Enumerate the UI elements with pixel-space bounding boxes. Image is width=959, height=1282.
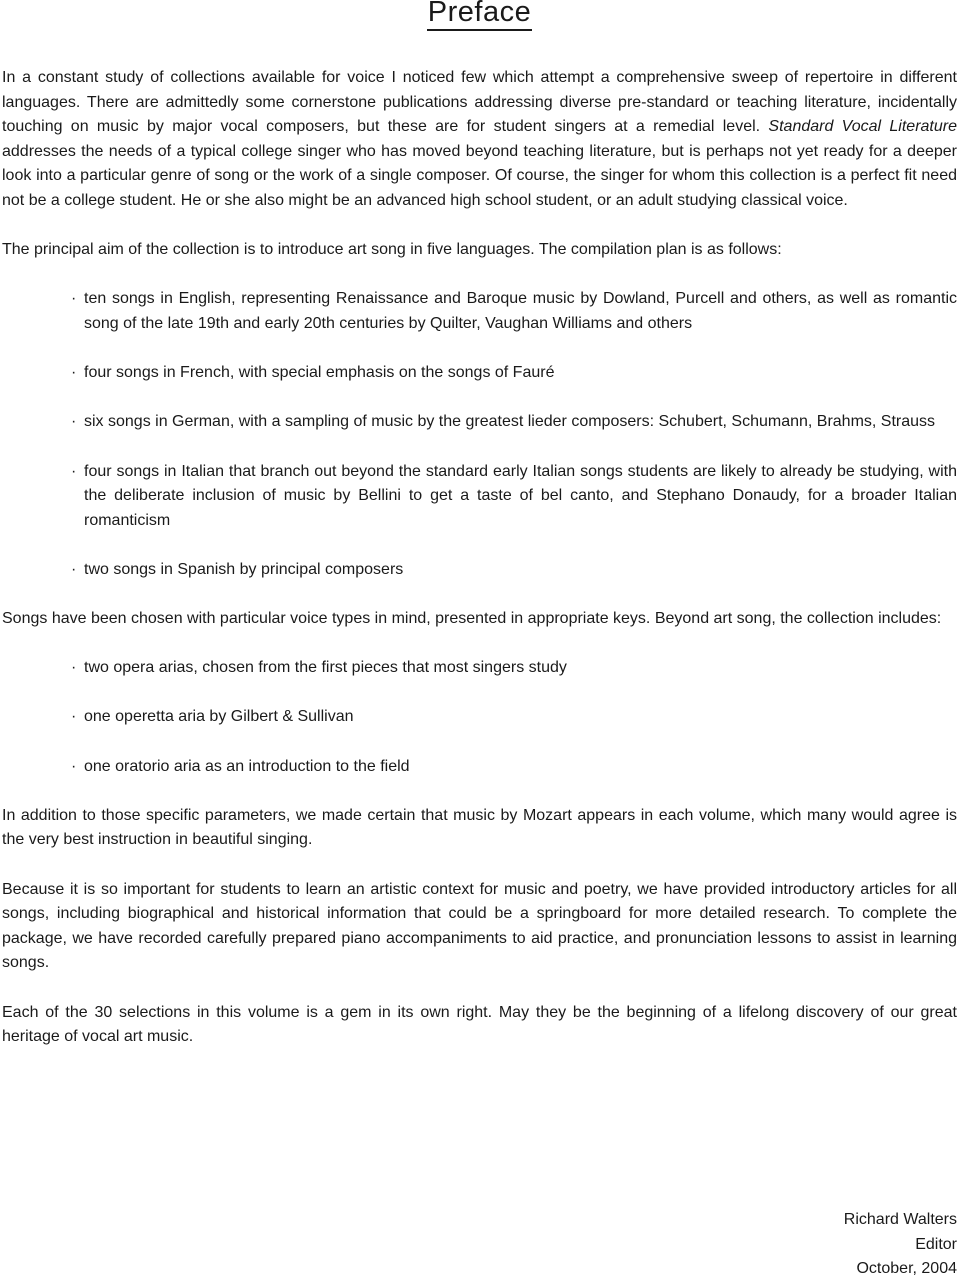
plan-item-spanish xyxy=(71,558,957,583)
bullet-icon: · xyxy=(71,560,77,578)
list-item-text: two opera arias, chosen from the first pieces that most singers study xyxy=(84,659,567,677)
signature-date: October, 2004 xyxy=(856,1260,957,1278)
list-item-text: four songs in French, with special emphasis on the songs of Fauré xyxy=(84,364,555,382)
list-item-text: one operetta aria by Gilbert & Sullivan xyxy=(84,708,354,726)
list-item-text: one oratorio aria as an introduction to the field xyxy=(84,757,410,775)
mozart-paragraph: In addition to those specific parameters, we made certain that music by Mozart appears in each volume, which many would agree is the very best instruction in beautiful singing. xyxy=(2,806,957,849)
plan-item-english xyxy=(71,287,957,336)
context-paragraph: Because it is so important for students to learn an artistic context for music and poetry, we have provided introductory articles for all songs, including biographical and historical information that could be a springboard for more detailed research. To complete the package, we have recorded carefully prepared piano accompaniments to aid practice, and pronunciation lessons to assist in learning songs. xyxy=(2,880,957,972)
preface-body xyxy=(2,66,957,1074)
bullet-icon: · xyxy=(71,708,77,726)
book-title: Standard Vocal Literature xyxy=(768,118,957,136)
editor-name: Richard Walters xyxy=(843,1211,957,1228)
extra-item-opera xyxy=(71,656,957,681)
bullet-icon: · xyxy=(71,413,77,431)
intro-text-start: In a constant study of collections available for voice I noticed few which attempt a comprehensive sweep of repertoire in different languages. There are admittedly some cornerstone publications addressing diverse pre-standard or teaching literature, incidentally touching on music by major vocal composers, but these are for student singers at a remedial level. xyxy=(2,69,957,136)
bullet-icon: · xyxy=(71,757,77,775)
list-item-text: ten songs in English, representing Renaissance and Baroque music by Dowland, Purcell and others, as well as romantic song of the late 19th and early 20th centuries by Quilter, Vaughan Williams and others xyxy=(84,290,957,332)
closing-paragraph: Each of the 30 selections in this volume is a gem in its own right. May they be the beginning of a lifelong discovery of our great heritage of vocal art music. xyxy=(2,1003,957,1046)
list-item-text: two songs in Spanish by principal composers xyxy=(84,560,404,578)
signature-block xyxy=(844,1208,957,1282)
extra-item-oratorio xyxy=(71,755,957,780)
bullet-icon: · xyxy=(71,290,77,308)
intro-text-end: addresses the needs of a typical college singer who has moved beyond teaching literature, but is perhaps not yet ready for a deeper look into a particular genre of song or the work of a single composer. Of course, the singer for whom this collection is a perfect fit need not be a college student. He or she also might be an advanced high school student, or an adult studying classical voice. xyxy=(2,142,957,209)
list-item-text: four songs in Italian that branch out beyond the standard early Italian songs students are likely to already be studying, with the deliberate inclusion of music by Bellini to get a taste of bel canto, and Stephano Donaudy, for a broader Italian romanticism xyxy=(84,462,957,529)
title-text: Preface xyxy=(427,0,532,31)
songs-chosen-paragraph: Songs have been chosen with particular voice types in mind, presented in appropriate keys. Beyond art song, the collection includes: xyxy=(2,610,942,628)
list-item-text: six songs in German, with a sampling of music by the greatest lieder composers: Schubert, Schumann, Brahms, Strauss xyxy=(84,413,936,431)
aim-paragraph: The principal aim of the collection is to introduce art song in five languages. The compilation plan is as follows: xyxy=(2,241,782,259)
intro-paragraph xyxy=(2,66,957,214)
plan-item-french xyxy=(71,361,957,386)
plan-item-german xyxy=(71,410,957,435)
editor-role: Editor xyxy=(915,1235,957,1253)
plan-list xyxy=(2,287,957,582)
bullet-icon: · xyxy=(71,462,77,480)
extras-list xyxy=(2,656,957,779)
extra-item-operetta xyxy=(71,705,957,730)
bullet-icon: · xyxy=(71,364,77,382)
plan-item-italian xyxy=(71,460,957,534)
page-title xyxy=(0,0,959,30)
bullet-icon: · xyxy=(71,659,77,677)
